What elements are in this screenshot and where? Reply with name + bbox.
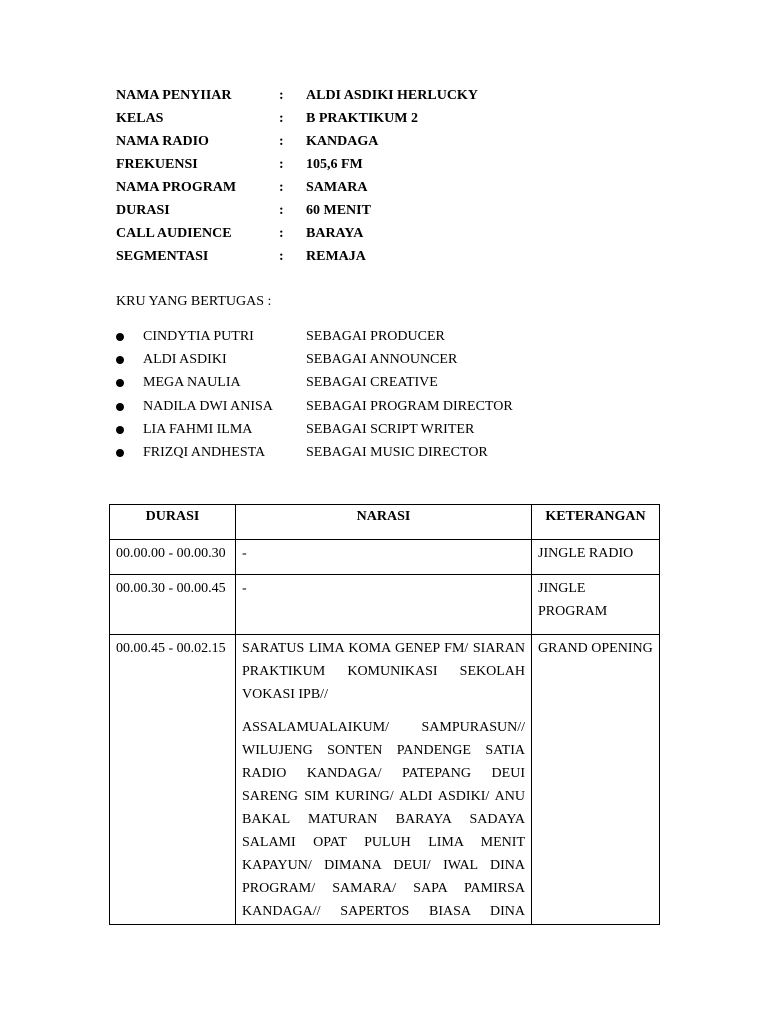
info-value: SAMARA (306, 180, 368, 195)
bullet-icon (116, 449, 124, 457)
info-value: ALDI ASDIKI HERLUCKY (306, 88, 478, 103)
cell-keterangan: JINGLE RADIO (532, 540, 660, 575)
cell-narasi (236, 575, 532, 635)
crew-role: SEBAGAI MUSIC DIRECTOR (306, 444, 488, 460)
column-header-keterangan: KETERANGAN (532, 505, 660, 540)
crew-role: SEBAGAI ANNOUNCER (306, 352, 458, 368)
info-colon: : (279, 180, 284, 195)
crew-role: SEBAGAI PROGRAM DIRECTOR (306, 398, 513, 414)
info-colon: : (279, 88, 284, 103)
cell-durasi: 00.00.00 - 00.00.30 (110, 540, 236, 575)
crew-role: SEBAGAI PRODUCER (306, 329, 445, 344)
bullet-icon (116, 426, 124, 434)
info-colon: : (279, 134, 284, 149)
cell-durasi: 00.00.45 - 00.02.15 (110, 635, 236, 925)
bullet-icon (116, 379, 124, 387)
cell-narasi (236, 540, 532, 575)
crew-name: ALDI ASDIKI (143, 352, 227, 368)
narasi-paragraph: ASSALAMUALAIKUM/ SAMPURASUN// WILUJENG SONTEN PANDENGE SATIA RADIO KANDAGA/ PATEPANG DEUI SARENG SIM KURING/ ALDI ASDIKI/ ANU BAKAL MATURAN BARAYA SADAYA SALAMI OPAT PULUH LIMA MENIT KAPAYUN/ DIMANA DEUI/ IWAL DINA PROGRAM/ SAMARA/ SAPA PAMIRSA KANDAGA// SAPERTOS BIASA DINA (242, 720, 525, 919)
cell-keterangan: GRAND OPENING (532, 635, 660, 925)
narasi-clip (242, 637, 525, 920)
table-row (110, 540, 660, 575)
info-value: B PRAKTIKUM 2 (306, 111, 418, 126)
narasi-paragraph: SARATUS LIMA KOMA GENEP FM/ SIARAN PRAKTIKUM KOMUNIKASI SEKOLAH VOKASI IPB// (242, 641, 525, 702)
info-colon: : (279, 111, 284, 126)
narasi-paragraph: - (242, 546, 247, 561)
info-label: DURASI (116, 203, 170, 218)
crew-name: FRIZQI ANDHESTA (143, 444, 266, 460)
info-label: NAMA PENYIIAR (116, 88, 232, 103)
info-label: NAMA PROGRAM (116, 180, 237, 195)
info-colon: : (279, 203, 284, 218)
table-row (110, 635, 660, 925)
cell-keterangan: JINGLE PROGRAM (532, 575, 660, 635)
cell-durasi: 00.00.30 - 00.00.45 (110, 575, 236, 635)
crew-name: LIA FAHMI ILMA (143, 421, 253, 437)
crew-name: NADILA DWI ANISA (143, 398, 273, 414)
info-value: BARAYA (306, 226, 364, 241)
info-label: NAMA RADIO (116, 134, 209, 149)
column-header-narasi: NARASI (236, 505, 532, 540)
info-label: KELAS (116, 111, 164, 126)
table-header-row (110, 505, 660, 540)
bullet-icon (116, 333, 124, 341)
crew-role: SEBAGAI CREATIVE (306, 375, 438, 391)
info-value: 60 MENIT (306, 203, 371, 218)
info-value: KANDAGA (306, 134, 379, 149)
crew-title: KRU YANG BERTUGAS : (116, 294, 272, 309)
bullet-icon (116, 403, 124, 411)
crew-name: MEGA NAULIA (143, 375, 241, 391)
table-row (110, 575, 660, 635)
bullet-icon (116, 356, 124, 364)
script-table (109, 504, 660, 925)
crew-name: CINDYTIA PUTRI (143, 329, 254, 344)
info-value: 105,6 FM (306, 157, 363, 172)
info-label: FREKUENSI (116, 157, 198, 172)
info-value: REMAJA (306, 249, 366, 264)
info-label: SEGMENTASI (116, 249, 209, 264)
column-header-durasi: DURASI (110, 505, 236, 540)
info-colon: : (279, 226, 284, 241)
info-label: CALL AUDIENCE (116, 226, 232, 241)
narasi-paragraph: - (242, 581, 247, 596)
crew-role: SEBAGAI SCRIPT WRITER (306, 421, 475, 437)
info-colon: : (279, 157, 284, 172)
cell-narasi (236, 635, 532, 925)
info-colon: : (279, 249, 284, 264)
